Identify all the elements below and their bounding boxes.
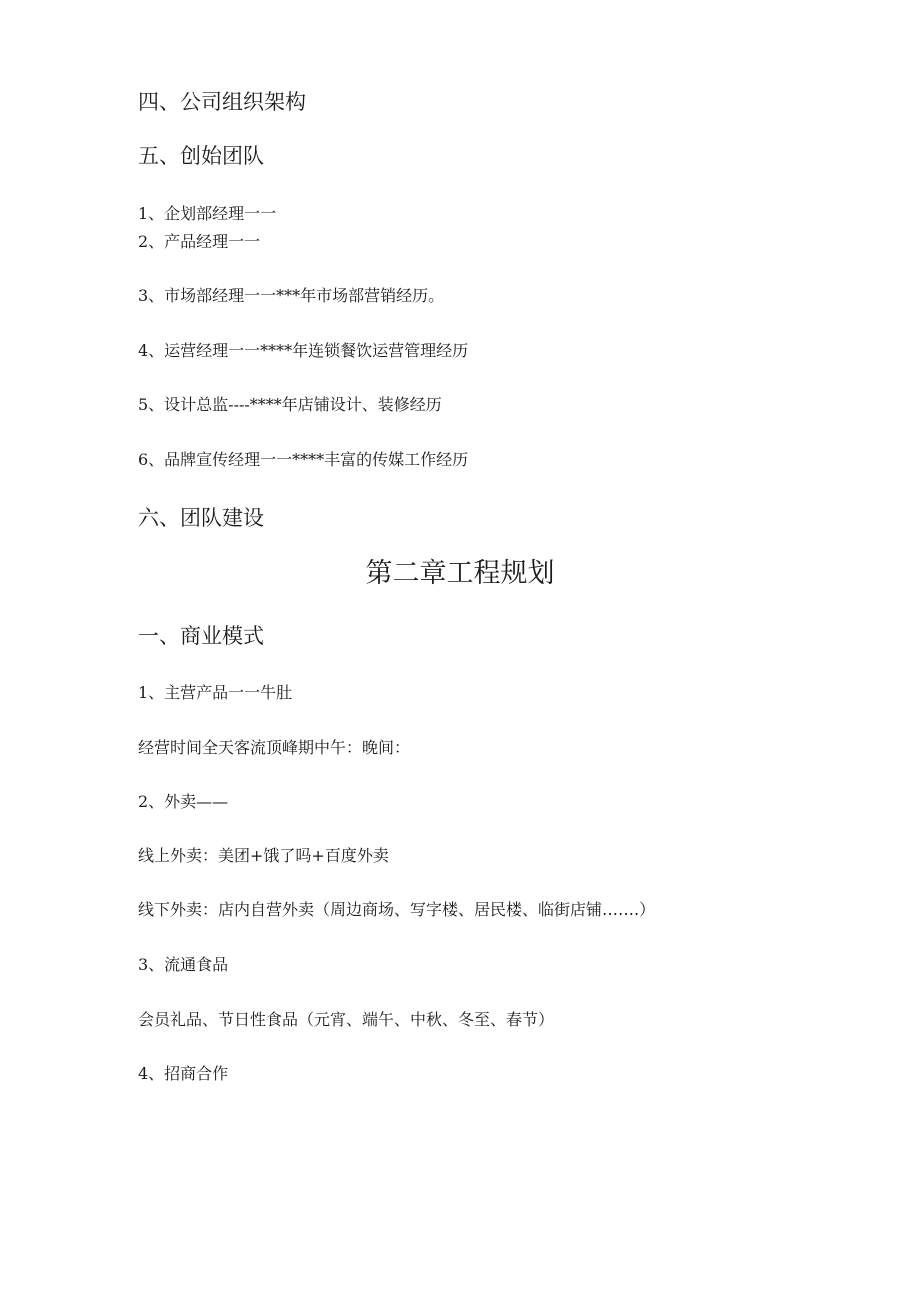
section-heading-founding-team: 五、创始团队 — [138, 144, 264, 168]
body-paragraph: 4、招商合作 — [138, 1064, 229, 1083]
body-paragraph: 2、外卖—— — [138, 792, 229, 811]
team-member-line: 2、产品经理一一 — [138, 232, 261, 251]
body-paragraph: 1、主营产品一一牛肚 — [138, 683, 293, 702]
team-member-line: 3、市场部经理一一***年市场部营销经历。 — [138, 286, 445, 305]
section-heading-business-model: 一、商业模式 — [138, 624, 264, 648]
team-member-line: 4、运营经理一一****年连锁餐饮运营管理经历 — [138, 341, 469, 360]
body-paragraph: 线下外卖：店内自营外卖（周边商场、写字楼、居民楼、临街店铺…….） — [138, 900, 656, 919]
body-paragraph: 会员礼品、节日性食品（元宵、端午、中秋、冬至、春节） — [138, 1010, 555, 1029]
team-member-line: 5、设计总监----****年店铺设计、装修经历 — [138, 395, 442, 414]
body-paragraph: 3、流通食品 — [138, 955, 229, 974]
body-paragraph: 线上外卖：美团+饿了吗+百度外卖 — [138, 846, 389, 865]
section-heading-team-building: 六、团队建设 — [138, 506, 264, 530]
chapter-title: 第二章工程规划 — [365, 558, 555, 589]
team-member-line: 1、企划部经理一一 — [138, 204, 277, 223]
body-paragraph: 经营时间全天客流顶峰期中午：晚间： — [138, 738, 411, 757]
section-heading-org-structure: 四、公司组织架构 — [138, 90, 306, 114]
team-member-line: 6、品牌宣传经理一一****丰富的传媒工作经历 — [138, 450, 469, 469]
